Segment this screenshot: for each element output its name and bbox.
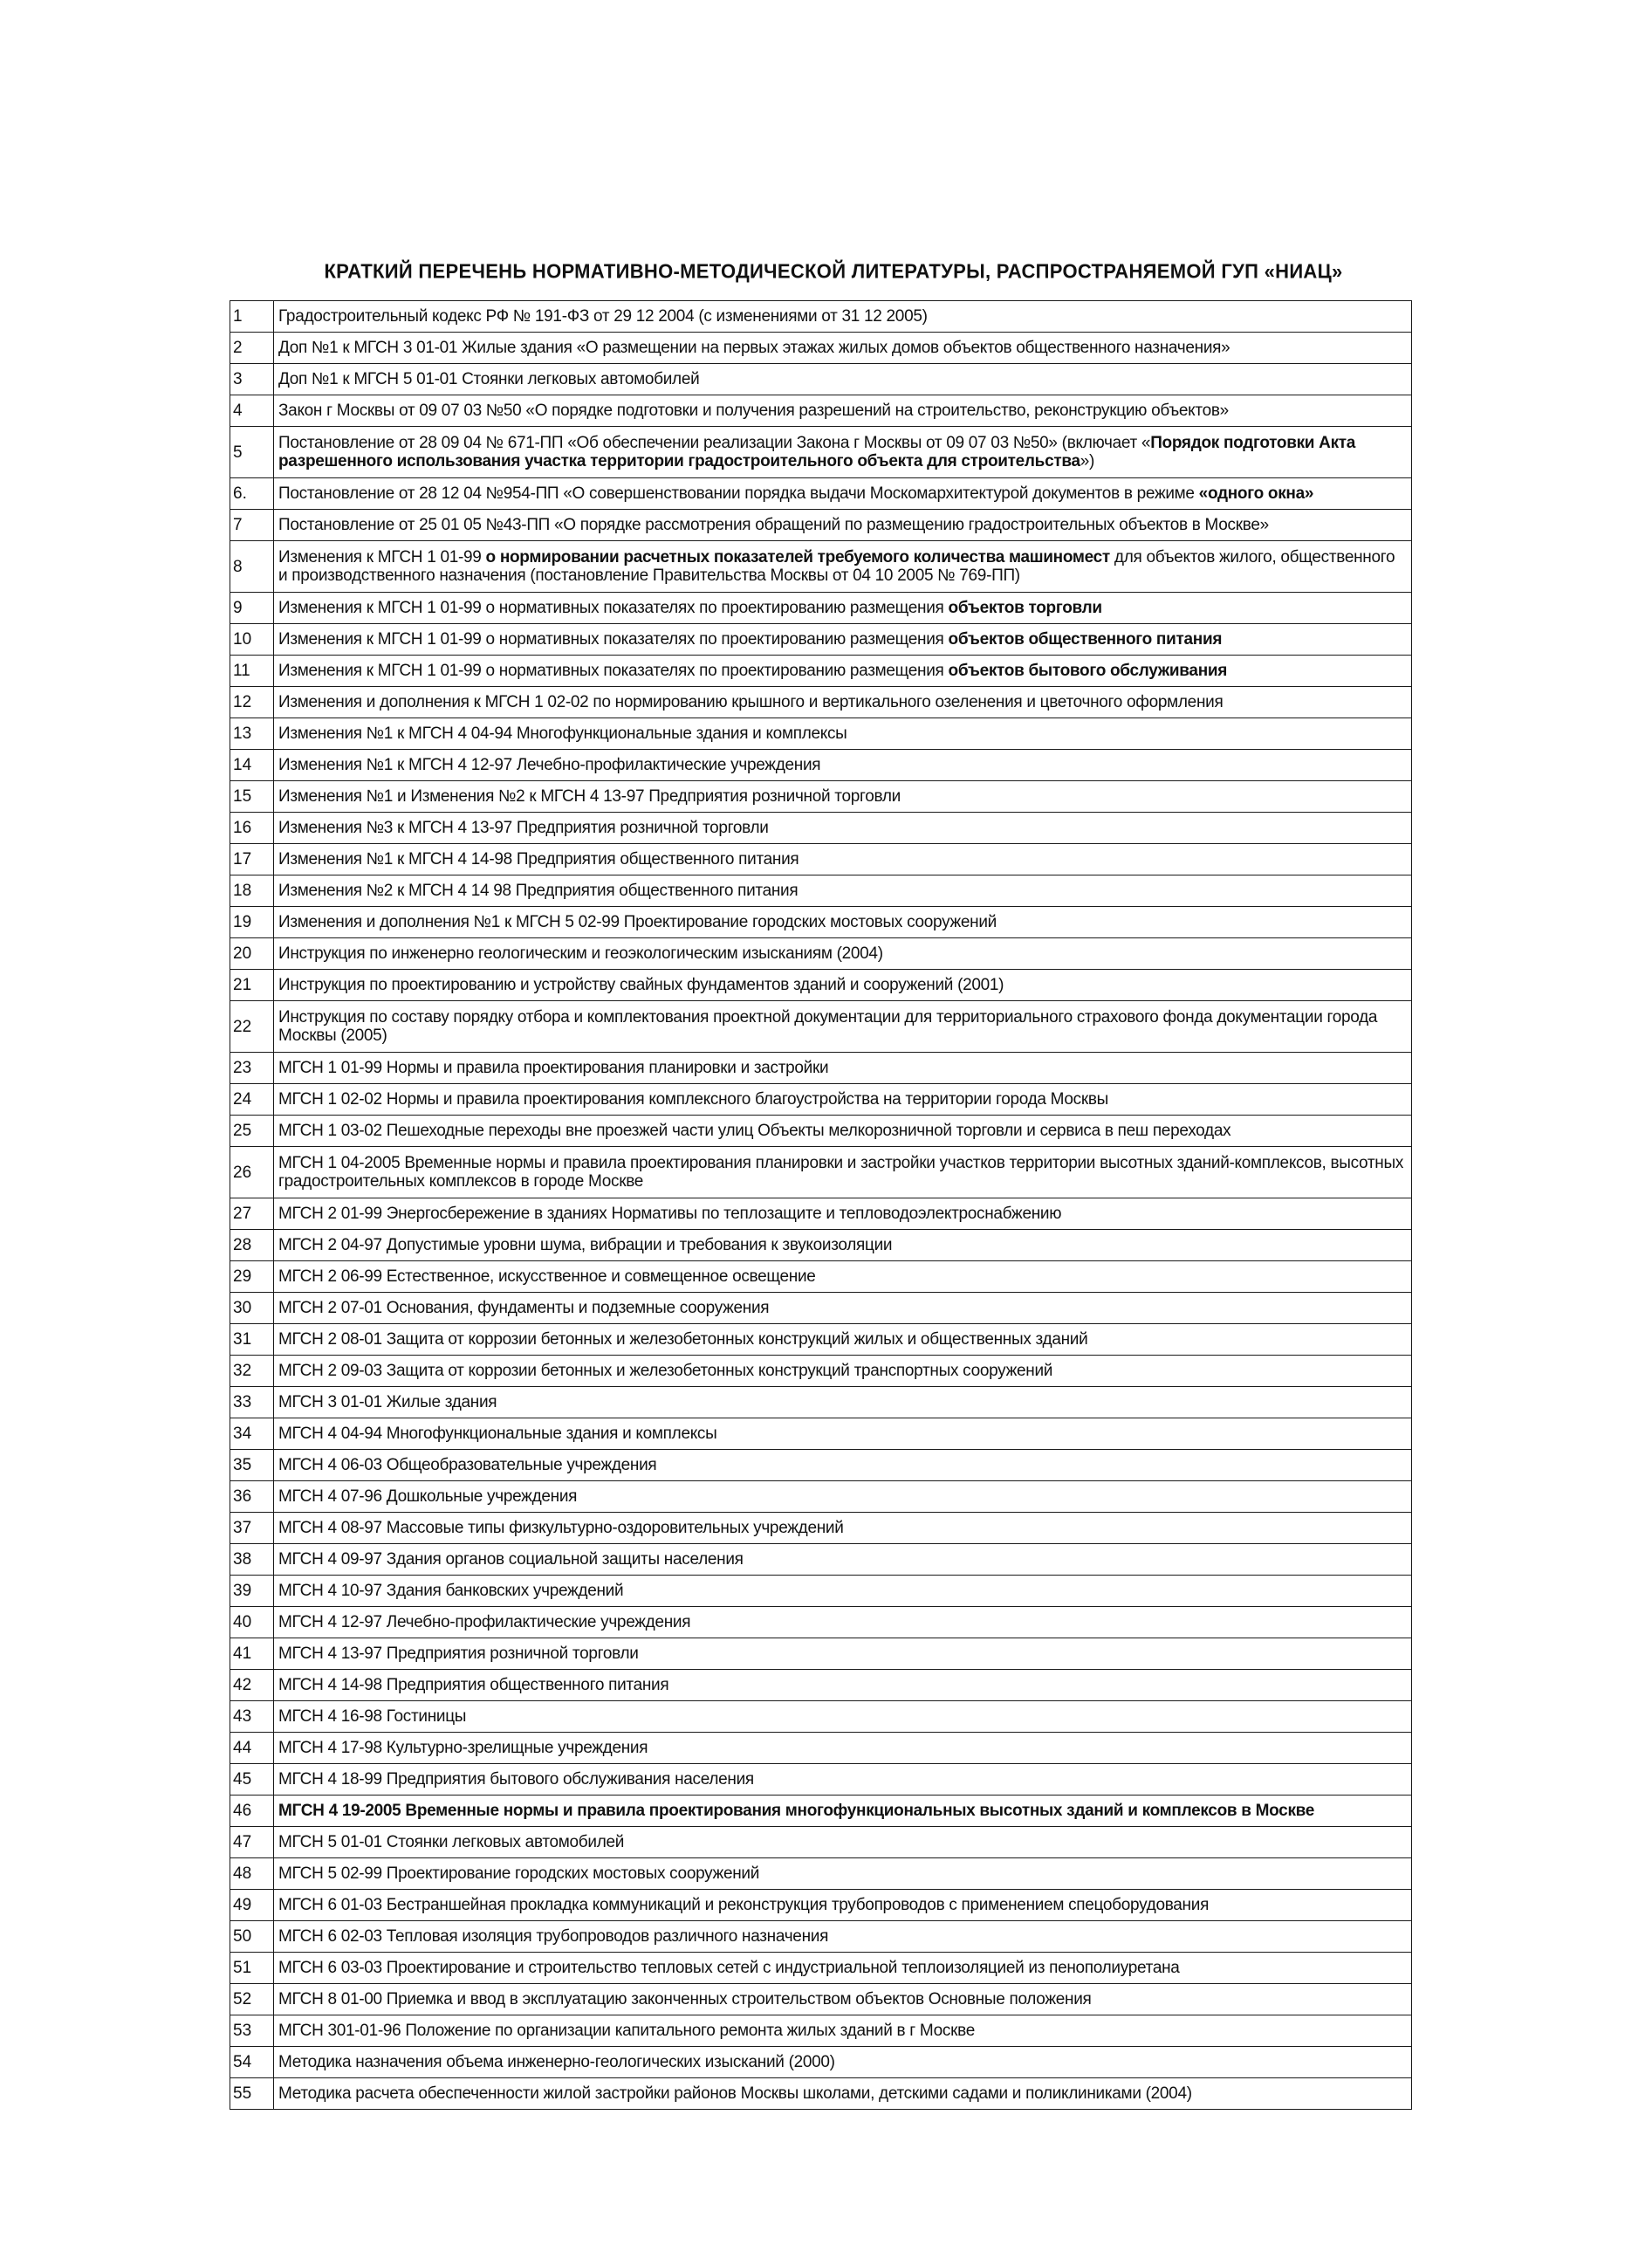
- row-number: 9: [230, 593, 274, 624]
- row-number: 2: [230, 333, 274, 364]
- text-segment: МГСН 5 01-01 Стоянки легковых автомобилей: [278, 1833, 625, 1851]
- row-number: 30: [230, 1293, 274, 1324]
- text-segment: МГСН 8 01-00 Приемка и ввод в эксплуатацию законченных строительством объектов Основные положения: [278, 1990, 1092, 2008]
- row-title: [274, 1638, 1412, 1670]
- text-segment: »): [1080, 452, 1095, 470]
- row-title: [274, 2078, 1412, 2110]
- table-row: [230, 813, 1412, 844]
- table-row: [230, 1858, 1412, 1890]
- table-row: [230, 1513, 1412, 1544]
- row-number: 55: [230, 2078, 274, 2110]
- row-title: [274, 478, 1412, 510]
- text-segment: Постановление от 28 09 04 № 671-ПП «Об обеспечении реализации Закона г Москвы от 09 07 03 №50» (включает «: [278, 434, 1151, 452]
- row-number: 45: [230, 1764, 274, 1796]
- table-row: [230, 333, 1412, 364]
- row-title: [274, 1198, 1412, 1230]
- table-row: [230, 1953, 1412, 1984]
- table-row: [230, 1001, 1412, 1053]
- table-row: [230, 1230, 1412, 1261]
- table-row: [230, 1576, 1412, 1607]
- row-number: 52: [230, 1984, 274, 2015]
- text-segment: Изменения №1 к МГСН 4 14-98 Предприятия общественного питания: [278, 850, 799, 869]
- row-title: [274, 813, 1412, 844]
- row-title: [274, 718, 1412, 750]
- row-number: 36: [230, 1481, 274, 1513]
- text-segment: Инструкция по проектированию и устройству свайных фундаментов зданий и сооружений (2001): [278, 976, 1004, 994]
- row-title: [274, 875, 1412, 907]
- text-segment: Изменения к МГСН 1 01-99 о нормативных показателях по проектированию размещения: [278, 599, 949, 617]
- table-row: [230, 2015, 1412, 2047]
- text-segment: Методика назначения объема инженерно-геологических изысканий (2000): [278, 2053, 835, 2071]
- row-number: 44: [230, 1733, 274, 1764]
- table-row: [230, 1356, 1412, 1387]
- row-number: 6.: [230, 478, 274, 510]
- text-segment: Закон г Москвы от 09 07 03 №50 «О порядке подготовки и получения разрешений на строительство, реконструкцию объектов»: [278, 402, 1229, 420]
- text-segment: Изменения к МГСН 1 01-99 о нормативных показателях по проектированию размещения: [278, 662, 949, 680]
- row-number: 51: [230, 1953, 274, 1984]
- row-number: 32: [230, 1356, 274, 1387]
- row-title: [274, 1576, 1412, 1607]
- row-number: 23: [230, 1053, 274, 1084]
- row-title: [274, 1147, 1412, 1198]
- text-segment: Изменения №2 к МГСН 4 14 98 Предприятия общественного питания: [278, 882, 799, 900]
- text-segment: Изменения №1 к МГСН 4 12-97 Лечебно-профилактические учреждения: [278, 756, 821, 774]
- row-number: 29: [230, 1261, 274, 1293]
- row-number: 49: [230, 1890, 274, 1921]
- table-row: [230, 1827, 1412, 1858]
- row-number: 27: [230, 1198, 274, 1230]
- table-row: [230, 1418, 1412, 1450]
- table-row: [230, 844, 1412, 875]
- text-segment: МГСН 4 09-97 Здания органов социальной защиты населения: [278, 1550, 744, 1569]
- row-number: 31: [230, 1324, 274, 1356]
- row-title: [274, 333, 1412, 364]
- text-segment: МГСН 2 09-03 Защита от коррозии бетонных и железобетонных конструкций транспортных сооружений: [278, 1362, 1053, 1380]
- row-number: 19: [230, 907, 274, 938]
- text-segment: МГСН 4 14-98 Предприятия общественного питания: [278, 1676, 669, 1694]
- row-number: 10: [230, 624, 274, 656]
- row-title: [274, 301, 1412, 333]
- row-number: 53: [230, 2015, 274, 2047]
- table-row: [230, 541, 1412, 593]
- row-number: 48: [230, 1858, 274, 1890]
- text-segment: МГСН 4 08-97 Массовые типы физкультурно-оздоровительных учреждений: [278, 1519, 844, 1537]
- text-segment: МГСН 6 01-03 Бестраншейная прокладка коммуникаций и реконструкция трубопроводов с применением спецоборудования: [278, 1896, 1210, 1914]
- row-title: [274, 1293, 1412, 1324]
- table-row: [230, 1293, 1412, 1324]
- text-segment: МГСН 1 03-02 Пешеходные переходы вне проезжей части улиц Объекты мелкорозничной торговли и сервиса в пеш переходах: [278, 1122, 1231, 1140]
- table-row: [230, 1084, 1412, 1116]
- text-segment: Изменения и дополнения №1 к МГСН 5 02-99 Проектирование городских мостовых сооружений: [278, 913, 997, 931]
- table-row: [230, 593, 1412, 624]
- row-title: [274, 1984, 1412, 2015]
- row-title: [274, 624, 1412, 656]
- row-number: 11: [230, 656, 274, 687]
- table-row: [230, 718, 1412, 750]
- row-number: 12: [230, 687, 274, 718]
- row-title: [274, 1116, 1412, 1147]
- table-row: [230, 938, 1412, 970]
- table-row: [230, 1921, 1412, 1953]
- row-title: [274, 1544, 1412, 1576]
- table-row: [230, 1670, 1412, 1701]
- row-title: [274, 2047, 1412, 2078]
- row-number: 14: [230, 750, 274, 781]
- row-number: 13: [230, 718, 274, 750]
- row-number: 34: [230, 1418, 274, 1450]
- row-number: 37: [230, 1513, 274, 1544]
- row-title: [274, 364, 1412, 395]
- bold-text-segment: объектов бытового обслуживания: [948, 662, 1228, 680]
- table-row: [230, 907, 1412, 938]
- bold-text-segment: о нормировании расчетных показателей требуемого количества машиномест: [485, 548, 1110, 566]
- row-title: [274, 1418, 1412, 1450]
- row-title: [274, 844, 1412, 875]
- table-row: [230, 687, 1412, 718]
- literature-table: [230, 300, 1412, 2110]
- row-title: [274, 938, 1412, 970]
- table-row: [230, 1607, 1412, 1638]
- table-row: [230, 970, 1412, 1001]
- table-row: [230, 2047, 1412, 2078]
- row-title: [274, 1670, 1412, 1701]
- table-row: [230, 1053, 1412, 1084]
- row-title: [274, 1387, 1412, 1418]
- row-title: [274, 970, 1412, 1001]
- row-title: [274, 687, 1412, 718]
- bold-text-segment: объектов общественного питания: [948, 630, 1223, 649]
- row-title: [274, 1481, 1412, 1513]
- row-title: [274, 1084, 1412, 1116]
- row-title: [274, 1701, 1412, 1733]
- text-segment: Изменения к МГСН 1 01-99: [278, 548, 486, 566]
- table-row: [230, 1984, 1412, 2015]
- table-row: [230, 1796, 1412, 1827]
- table-row: [230, 1116, 1412, 1147]
- text-segment: Доп №1 к МГСН 3 01-01 Жилые здания «О размещении на первых этажах жилых домов объектов общественного назначения»: [278, 339, 1230, 357]
- row-number: 28: [230, 1230, 274, 1261]
- row-number: 50: [230, 1921, 274, 1953]
- row-title: [274, 1764, 1412, 1796]
- table-row: [230, 1733, 1412, 1764]
- row-number: 20: [230, 938, 274, 970]
- row-number: 15: [230, 781, 274, 813]
- row-number: 40: [230, 1607, 274, 1638]
- text-segment: МГСН 1 01-99 Нормы и правила проектирования планировки и застройки: [278, 1059, 829, 1077]
- row-number: 47: [230, 1827, 274, 1858]
- table-row: [230, 427, 1412, 478]
- row-title: [274, 907, 1412, 938]
- text-segment: Методика расчета обеспеченности жилой застройки районов Москвы школами, детскими садами и поликлиниками (2004): [278, 2084, 1192, 2103]
- row-number: 21: [230, 970, 274, 1001]
- table-row: [230, 1544, 1412, 1576]
- text-segment: МГСН 1 02-02 Нормы и правила проектирования комплексного благоустройства на территории города Москвы: [278, 1090, 1109, 1109]
- row-number: 3: [230, 364, 274, 395]
- table-body: [230, 301, 1412, 2110]
- text-segment: МГСН 4 07-96 Дошкольные учреждения: [278, 1487, 578, 1506]
- table-row: [230, 1701, 1412, 1733]
- row-title: [274, 427, 1412, 478]
- row-title: [274, 656, 1412, 687]
- row-title: [274, 750, 1412, 781]
- row-title: [274, 1827, 1412, 1858]
- text-segment: Постановление от 25 01 05 №43-ПП «О порядке рассмотрения обращений по размещению градостроительных объектов в Москве»: [278, 516, 1269, 534]
- table-row: [230, 1198, 1412, 1230]
- text-segment: МГСН 2 08-01 Защита от коррозии бетонных и железобетонных конструкций жилых и общественных зданий: [278, 1330, 1088, 1349]
- table-row: [230, 1764, 1412, 1796]
- table-row: [230, 1450, 1412, 1481]
- table-row: [230, 1481, 1412, 1513]
- text-segment: Изменения №1 к МГСН 4 04-94 Многофункциональные здания и комплексы: [278, 724, 847, 743]
- table-row: [230, 656, 1412, 687]
- row-title: [274, 395, 1412, 427]
- bold-text-segment: МГСН 4 19-2005 Временные нормы и правила проектирования многофункциональных высотных зданий и комплексов в Москве: [278, 1802, 1315, 1820]
- text-segment: МГСН 4 18-99 Предприятия бытового обслуживания населения: [278, 1770, 754, 1789]
- row-title: [274, 510, 1412, 541]
- table-row: [230, 2078, 1412, 2110]
- row-title: [274, 541, 1412, 593]
- text-segment: Изменения №3 к МГСН 4 13-97 Предприятия розничной торговли: [278, 819, 769, 837]
- table-row: [230, 1638, 1412, 1670]
- row-title: [274, 1858, 1412, 1890]
- text-segment: МГСН 1 04-2005 Временные нормы и правила проектирования планировки и застройки участков территории высотных зданий-комплексов, высотных градостроительных комплексов в городе Москве: [278, 1154, 1404, 1191]
- row-title: [274, 1324, 1412, 1356]
- row-title: [274, 1921, 1412, 1953]
- row-title: [274, 781, 1412, 813]
- text-segment: МГСН 4 17-98 Культурно-зрелищные учреждения: [278, 1739, 648, 1757]
- table-row: [230, 875, 1412, 907]
- text-segment: МГСН 301-01-96 Положение по организации капитального ремонта жилых зданий в г Москве: [278, 2022, 975, 2040]
- table-row: [230, 1890, 1412, 1921]
- table-row: [230, 364, 1412, 395]
- table-row: [230, 1387, 1412, 1418]
- row-number: 1: [230, 301, 274, 333]
- row-number: 8: [230, 541, 274, 593]
- row-title: [274, 1001, 1412, 1053]
- row-number: 43: [230, 1701, 274, 1733]
- bold-text-segment: объектов торговли: [948, 599, 1102, 617]
- row-number: 54: [230, 2047, 274, 2078]
- text-segment: МГСН 6 02-03 Тепловая изоляция трубопроводов различного назначения: [278, 1927, 829, 1946]
- text-segment: Изменения и дополнения к МГСН 1 02-02 по нормированию крышного и вертикального озеленения и цветочного оформления: [278, 693, 1224, 711]
- text-segment: для объектов жилого, общественного и производственного назначения (постановление Правительства Москвы от 04 10 2005 № 769-ПП): [278, 548, 1395, 585]
- text-segment: Градостроительный кодекс РФ № 191-ФЗ от 29 12 2004 (с изменениями от 31 12 2005): [278, 307, 928, 326]
- text-segment: МГСН 4 04-94 Многофункциональные здания и комплексы: [278, 1425, 717, 1443]
- row-title: [274, 1230, 1412, 1261]
- text-segment: МГСН 2 01-99 Энергосбережение в зданиях Нормативы по теплозащите и тепловодоэлектроснабжению: [278, 1205, 1062, 1223]
- row-title: [274, 1796, 1412, 1827]
- page-title: КРАТКИЙ ПЕРЕЧЕНЬ НОРМАТИВНО-МЕТОДИЧЕСКОЙ ЛИТЕРАТУРЫ, РАСПРОСТРАНЯЕМОЙ ГУП «НИАЦ»: [324, 259, 1343, 283]
- text-segment: МГСН 2 06-99 Естественное, искусственное и совмещенное освещение: [278, 1267, 816, 1286]
- table-row: [230, 1147, 1412, 1198]
- text-segment: МГСН 4 12-97 Лечебно-профилактические учреждения: [278, 1613, 691, 1631]
- text-segment: МГСН 4 13-97 Предприятия розничной торговли: [278, 1644, 639, 1663]
- text-segment: Доп №1 к МГСН 5 01-01 Стоянки легковых автомобилей: [278, 370, 700, 388]
- text-segment: МГСН 6 03-03 Проектирование и строительство тепловых сетей с индустриальной теплоизоляцией из пенополиуретана: [278, 1959, 1180, 1977]
- table-row: [230, 478, 1412, 510]
- text-segment: Инструкция по инженерно геологическим и геоэкологическим изысканиям (2004): [278, 944, 883, 963]
- table-row: [230, 1324, 1412, 1356]
- text-segment: Изменения к МГСН 1 01-99 о нормативных показателях по проектированию размещения: [278, 630, 949, 649]
- row-number: 22: [230, 1001, 274, 1053]
- row-title: [274, 1261, 1412, 1293]
- row-number: 25: [230, 1116, 274, 1147]
- table-row: [230, 750, 1412, 781]
- text-segment: МГСН 5 02-99 Проектирование городских мостовых сооружений: [278, 1864, 760, 1883]
- row-title: [274, 1513, 1412, 1544]
- text-segment: МГСН 4 06-03 Общеобразовательные учреждения: [278, 1456, 657, 1474]
- row-number: 39: [230, 1576, 274, 1607]
- row-title: [274, 2015, 1412, 2047]
- row-title: [274, 1890, 1412, 1921]
- table-row: [230, 1261, 1412, 1293]
- text-segment: МГСН 4 16-98 Гостиницы: [278, 1707, 467, 1726]
- table-row: [230, 395, 1412, 427]
- text-segment: МГСН 3 01-01 Жилые здания: [278, 1393, 497, 1411]
- row-number: 4: [230, 395, 274, 427]
- row-number: 18: [230, 875, 274, 907]
- bold-text-segment: Порядок подготовки Акта разрешенного использования участка территории градостроительного объекта для строительства: [278, 434, 1356, 470]
- row-title: [274, 1607, 1412, 1638]
- text-segment: МГСН 4 10-97 Здания банковских учреждений: [278, 1582, 624, 1600]
- row-number: 16: [230, 813, 274, 844]
- table-row: [230, 301, 1412, 333]
- row-number: 7: [230, 510, 274, 541]
- row-number: 24: [230, 1084, 274, 1116]
- row-number: 17: [230, 844, 274, 875]
- row-title: [274, 1356, 1412, 1387]
- bold-text-segment: «одного окна»: [1198, 484, 1314, 503]
- row-number: 5: [230, 427, 274, 478]
- text-segment: Инструкция по составу порядку отбора и комплектования проектной документации для территориального страхового фонда документации города Москвы (2005): [278, 1008, 1378, 1045]
- row-title: [274, 1053, 1412, 1084]
- row-title: [274, 593, 1412, 624]
- row-number: 35: [230, 1450, 274, 1481]
- row-number: 46: [230, 1796, 274, 1827]
- text-segment: МГСН 2 07-01 Основания, фундаменты и подземные сооружения: [278, 1299, 770, 1317]
- table-row: [230, 781, 1412, 813]
- row-title: [274, 1450, 1412, 1481]
- text-segment: Постановление от 28 12 04 №954-ПП «О совершенствовании порядка выдачи Москомархитектурой документов в режиме: [278, 484, 1199, 503]
- row-title: [274, 1733, 1412, 1764]
- row-title: [274, 1953, 1412, 1984]
- table-row: [230, 510, 1412, 541]
- row-number: 41: [230, 1638, 274, 1670]
- text-segment: Изменения №1 и Изменения №2 к МГСН 4 13-97 Предприятия розничной торговли: [278, 787, 901, 806]
- row-number: 26: [230, 1147, 274, 1198]
- row-number: 33: [230, 1387, 274, 1418]
- table-row: [230, 624, 1412, 656]
- row-number: 42: [230, 1670, 274, 1701]
- row-number: 38: [230, 1544, 274, 1576]
- text-segment: МГСН 2 04-97 Допустимые уровни шума, вибрации и требования к звукоизоляции: [278, 1236, 893, 1254]
